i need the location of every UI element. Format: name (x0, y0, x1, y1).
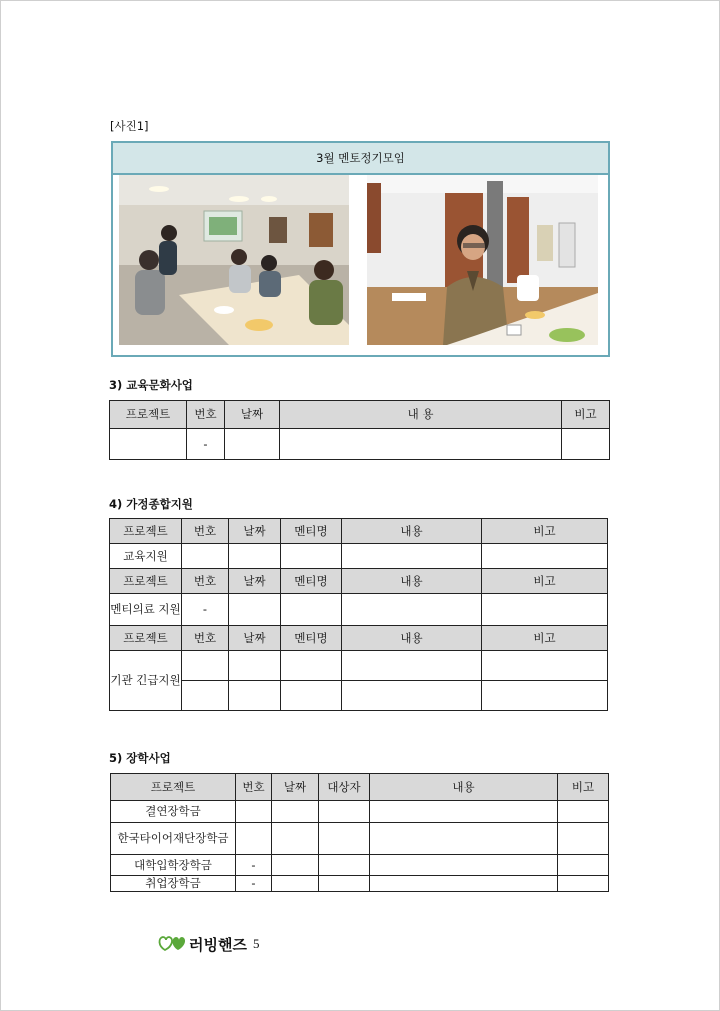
header-mentee: 멘티명 (281, 519, 342, 544)
cell-date (229, 544, 281, 569)
header-remarks: 비고 (558, 774, 609, 801)
cell-project: 한국타이어재단장학금 (111, 823, 236, 855)
family-support-table (109, 518, 608, 711)
cell-date (225, 429, 280, 460)
cell-number: - (182, 594, 229, 626)
photo-title: 3월 멘토정기모임 (113, 143, 608, 175)
header-remarks: 비고 (482, 626, 608, 651)
footer (157, 932, 259, 956)
cell-number: - (236, 855, 272, 876)
cell-mentee (281, 594, 342, 626)
header-project: 프로젝트 (110, 519, 182, 544)
cell-project: 멘티의료 지원 (110, 594, 182, 626)
cell-date (272, 855, 319, 876)
table-row (111, 876, 609, 892)
cell-date (229, 651, 281, 681)
cell-content (370, 876, 558, 892)
cell-remarks (562, 429, 610, 460)
cell-content (342, 651, 482, 681)
header-date: 날짜 (229, 626, 281, 651)
cell-number: - (236, 876, 272, 892)
table-row (110, 681, 608, 711)
header-content: 내용 (342, 519, 482, 544)
cell-remarks (482, 594, 608, 626)
header-number: 번호 (182, 519, 229, 544)
cell-recipient (319, 855, 370, 876)
scholarship-table (110, 773, 609, 892)
section4-heading: 4) 가정종합지원 (109, 497, 193, 511)
cell-project (110, 429, 187, 460)
header-recipient: 대상자 (319, 774, 370, 801)
header-remarks: 비고 (482, 519, 608, 544)
header-date: 날짜 (225, 401, 280, 429)
cell-content (370, 823, 558, 855)
cell-date (272, 823, 319, 855)
page-number: 5 (252, 936, 260, 951)
table-row (110, 651, 608, 681)
header-content: 내용 (342, 626, 482, 651)
cell-date (229, 681, 281, 711)
cell-date (272, 801, 319, 823)
cell-number (182, 681, 229, 711)
education-culture-table (109, 400, 610, 460)
cell-project: 기관 긴급지원 (110, 651, 182, 711)
header-remarks: 비고 (482, 569, 608, 594)
table-row (110, 429, 610, 460)
header-date: 날짜 (229, 569, 281, 594)
cell-number (236, 801, 272, 823)
table-row (111, 855, 609, 876)
cell-mentee (281, 651, 342, 681)
table-row (111, 801, 609, 823)
cell-recipient (319, 823, 370, 855)
table-header-row (110, 401, 610, 429)
table-row (111, 823, 609, 855)
cell-recipient (319, 876, 370, 892)
header-content: 내 용 (280, 401, 562, 429)
header-number: 번호 (187, 401, 225, 429)
header-content: 내용 (342, 569, 482, 594)
header-project: 프로젝트 (111, 774, 236, 801)
cell-content (370, 855, 558, 876)
table-header-row (111, 774, 609, 801)
header-date: 날짜 (229, 519, 281, 544)
cell-project: 결연장학금 (111, 801, 236, 823)
cell-remarks (482, 681, 608, 711)
cell-content (370, 801, 558, 823)
cell-project: 교육지원 (110, 544, 182, 569)
cell-remarks (482, 651, 608, 681)
header-number: 번호 (236, 774, 272, 801)
photo-box (111, 141, 610, 357)
meeting-photo-left (119, 175, 349, 345)
cell-remarks (558, 855, 609, 876)
header-number: 번호 (182, 626, 229, 651)
table-header-row (110, 519, 608, 544)
header-project: 프로젝트 (110, 401, 187, 429)
cell-date (272, 876, 319, 892)
cell-content (342, 681, 482, 711)
cell-number (182, 544, 229, 569)
cell-project: 취업장학금 (111, 876, 236, 892)
cell-content (342, 594, 482, 626)
header-mentee: 멘티명 (281, 569, 342, 594)
header-number: 번호 (182, 569, 229, 594)
cell-content (280, 429, 562, 460)
header-date: 날짜 (272, 774, 319, 801)
cell-remarks (558, 876, 609, 892)
cell-number (182, 651, 229, 681)
cell-remarks (558, 801, 609, 823)
header-mentee: 멘티명 (281, 626, 342, 651)
cell-mentee (281, 544, 342, 569)
cell-number: - (187, 429, 225, 460)
cell-date (229, 594, 281, 626)
hands-logo-icon (157, 932, 187, 956)
header-content: 내용 (370, 774, 558, 801)
cell-remarks (482, 544, 608, 569)
header-project: 프로젝트 (110, 626, 182, 651)
table-row (110, 544, 608, 569)
table-header-row (110, 626, 608, 651)
cell-remarks (558, 823, 609, 855)
cell-content (342, 544, 482, 569)
section5-heading: 5) 장학사업 (109, 751, 171, 765)
cell-number (236, 823, 272, 855)
meeting-photo-right (367, 175, 598, 345)
header-project: 프로젝트 (110, 569, 182, 594)
header-remarks: 비고 (562, 401, 610, 429)
cell-recipient (319, 801, 370, 823)
footer-brand: 러빙핸즈 (189, 935, 247, 954)
photo-label: [사진1] (110, 119, 149, 133)
table-row (110, 594, 608, 626)
section3-heading: 3) 교육문화사업 (109, 378, 193, 392)
cell-mentee (281, 681, 342, 711)
table-header-row (110, 569, 608, 594)
cell-project: 대학입학장학금 (111, 855, 236, 876)
